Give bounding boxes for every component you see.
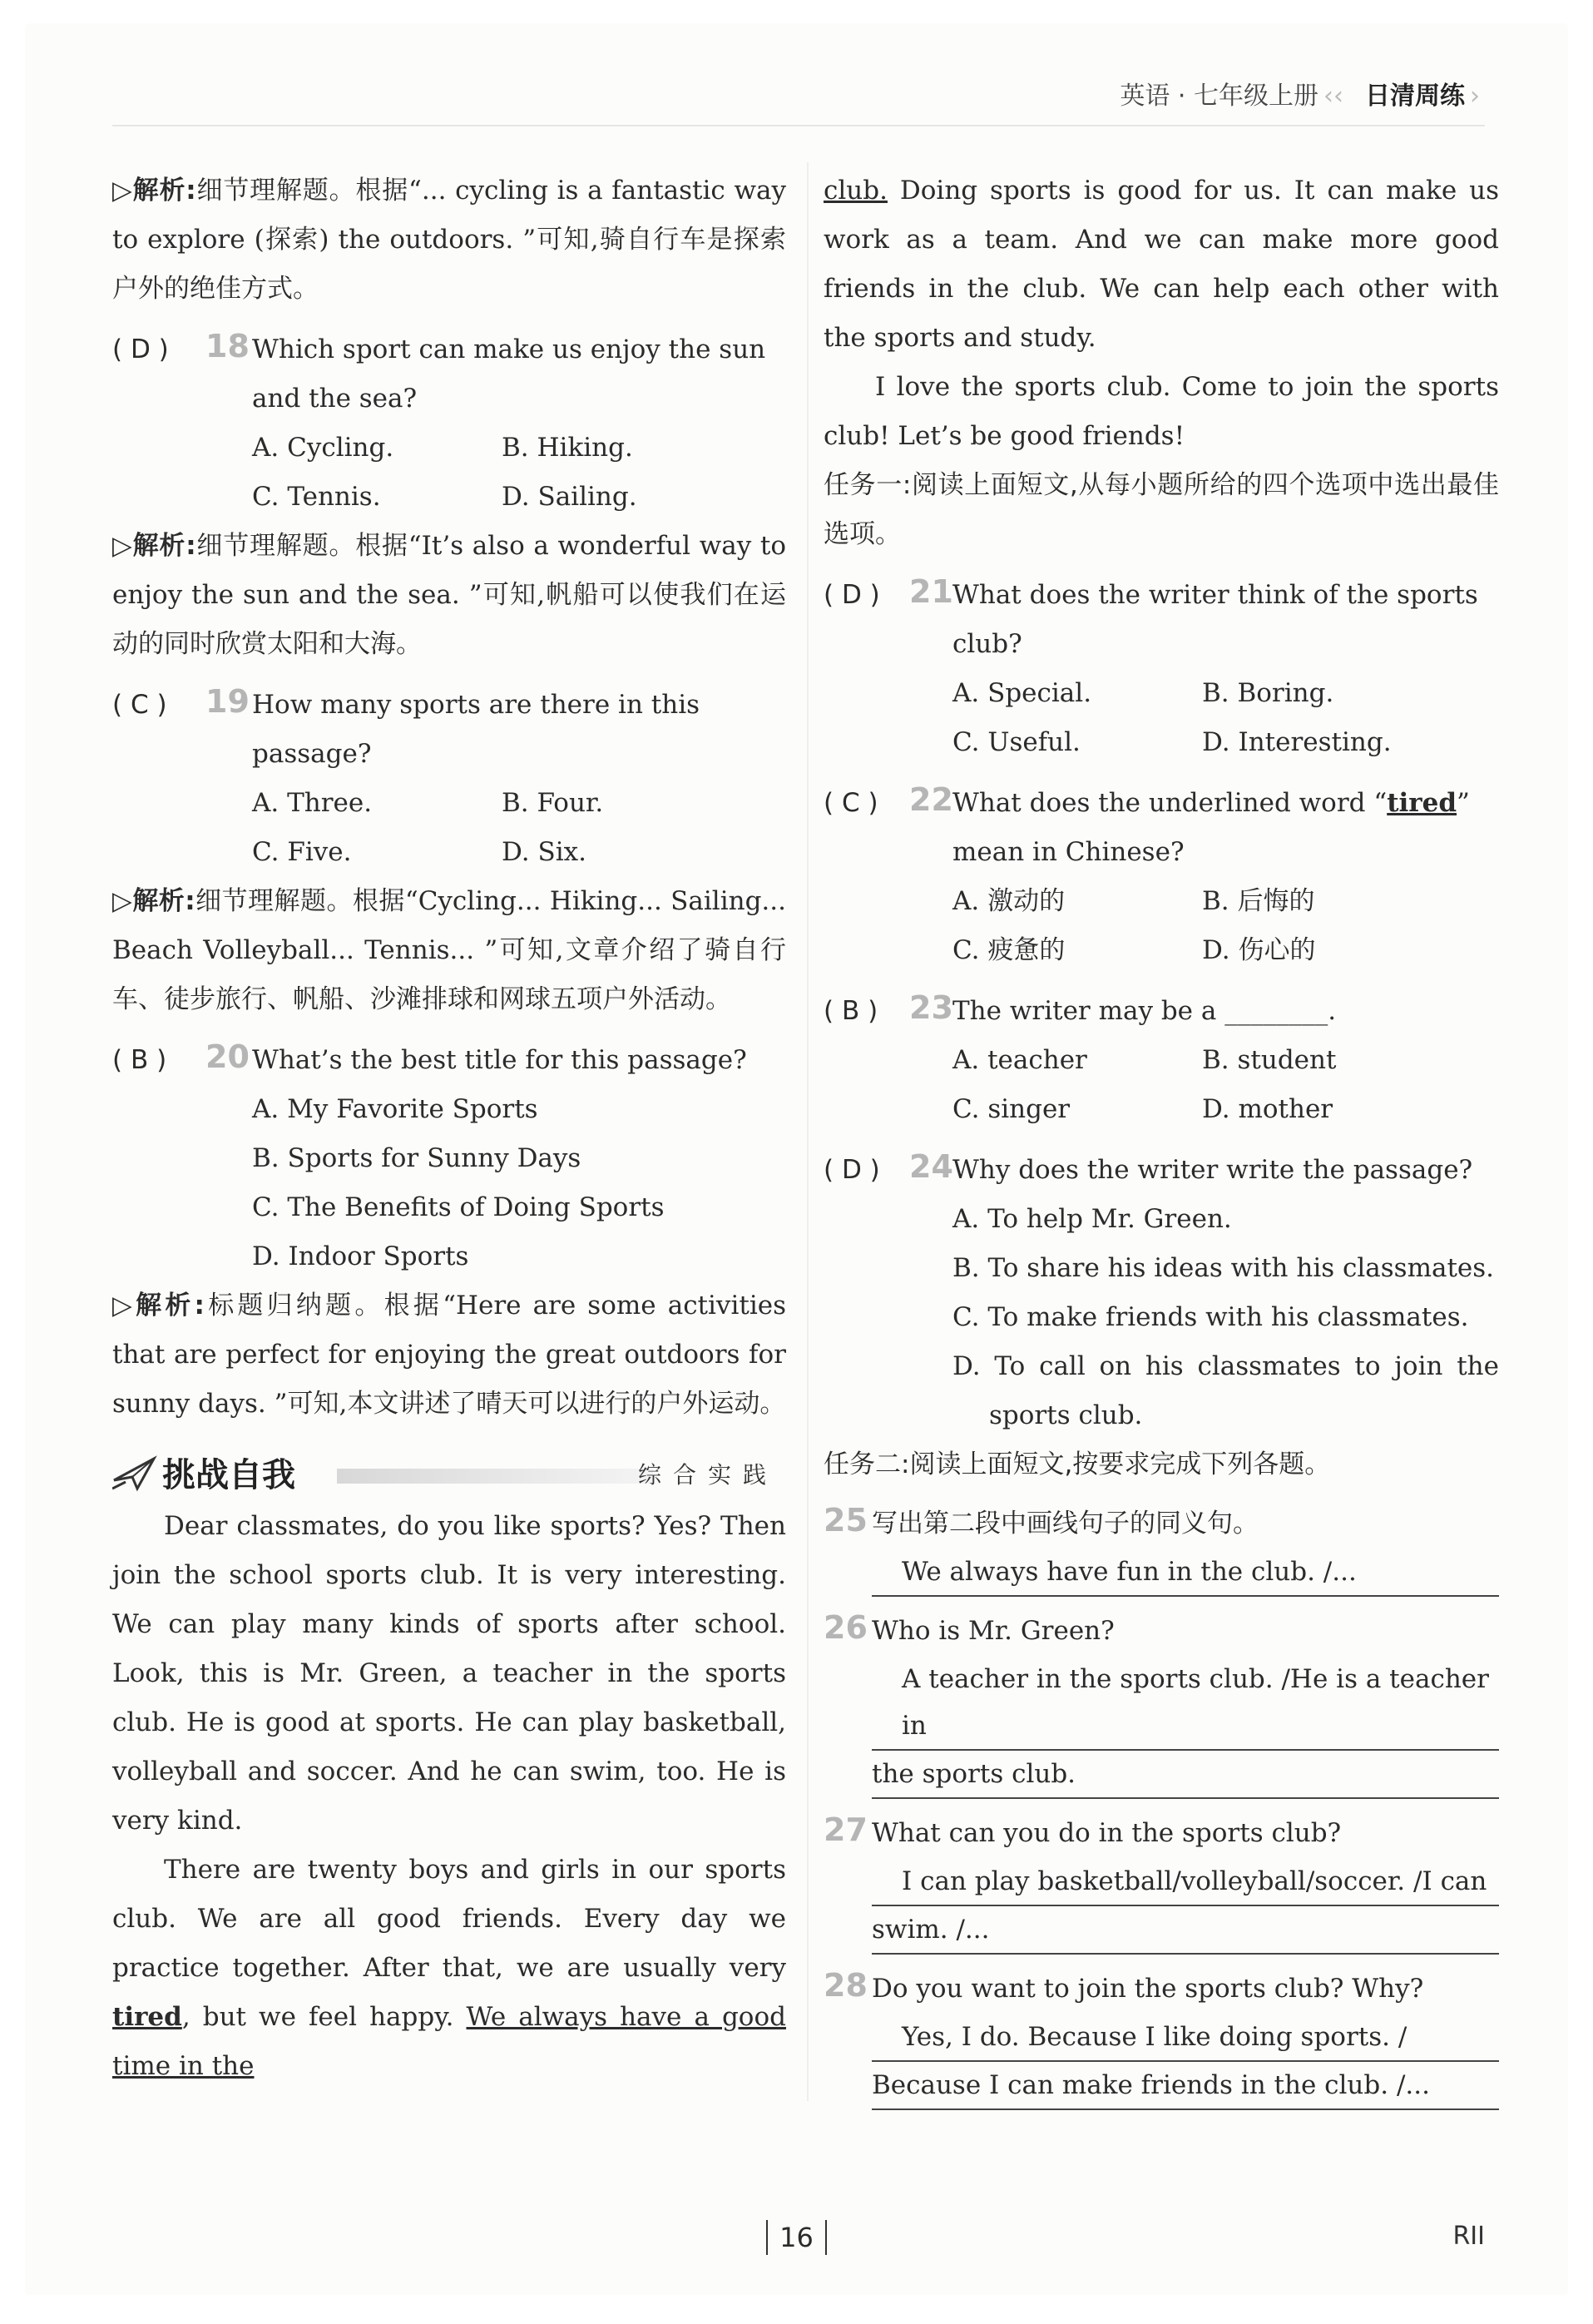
question-number: 18 (205, 328, 250, 364)
answer-bracket: ( C ) (824, 788, 878, 818)
option-a: A. Cycling. (252, 433, 394, 463)
option-a: A. Three. (252, 788, 373, 818)
question-18 (112, 325, 786, 424)
header-divider (112, 125, 1485, 126)
task-1-instruction: 任务一:阅读上面短文,从每小题所给的四个选项中选出最佳选项。 (824, 470, 1499, 549)
watermark (299, 1980, 732, 2105)
question-number: 28 (824, 1967, 868, 2004)
option-c: C. To make friends with his classmates. (952, 1302, 1469, 1332)
option-b: B. Hiking. (502, 433, 633, 463)
answer-line: the sports club. (872, 1751, 1499, 1799)
option-c: C. 疲惫的 (952, 935, 1066, 965)
running-header (1120, 75, 1485, 111)
options-23 (824, 1036, 1499, 1134)
analysis-text: 细节理解题。根据“... cycling is a fantastic way to explore (探索) the outdoors. ”可知,骑自行车是探索户外的绝佳方式。 (112, 176, 786, 304)
analysis-text: 细节理解题。根据“It’s also a wonderful way to enjoy the sun and the sea. ”可知,帆船可以使我们在运动的同时欣赏太阳和大海。 (112, 531, 786, 659)
question-25 (824, 1499, 1499, 1549)
answer-line: Yes, I do. Because I like doing sports. / (872, 2014, 1499, 2062)
chevron-icon: ‹‹ (1323, 82, 1343, 111)
question-26 (824, 1607, 1499, 1656)
question-stem: What can you do in the sports club? (872, 1818, 1342, 1848)
options-18 (112, 424, 786, 522)
question-number: 27 (824, 1811, 868, 1848)
option-b: B. Sports for Sunny Days (252, 1143, 581, 1173)
option-c: C. Tennis. (252, 482, 381, 512)
option-d: D. To call on his classmates to join the sports club. (952, 1351, 1499, 1430)
question-stem: ” mean in Chinese? (952, 788, 1470, 867)
page-footer (0, 2220, 1593, 2255)
question-number: 25 (824, 1502, 868, 1539)
analysis-20 (112, 1281, 786, 1429)
answer-bracket: ( C ) (112, 690, 167, 720)
question-stem: 写出第二段中画线句子的同义句。 (872, 1509, 1259, 1539)
page-number: 16 (766, 2220, 827, 2255)
answer-bracket: ( D ) (824, 1155, 880, 1185)
question-stem: How many sports are there in this passage? (252, 690, 700, 769)
question-stem: What does the underlined word “ (952, 788, 1388, 818)
section-title: 挑战自我 (162, 1456, 295, 1494)
question-27 (824, 1809, 1499, 1858)
question-stem: Who is Mr. Green? (872, 1616, 1115, 1646)
question-number: 22 (909, 781, 953, 818)
underlined-sentence: club. (824, 176, 888, 206)
answer-line: swim. /... (872, 1906, 1499, 1955)
answer-bracket: ( B ) (824, 996, 878, 1026)
passage-paragraph-3: I love the sports club. Come to join the sports club! Let’s be good friends! (824, 372, 1499, 451)
question-stem: The writer may be a ________. (952, 996, 1337, 1026)
analysis-18 (112, 522, 786, 669)
column-divider (807, 162, 809, 2101)
option-b: B. 后悔的 (1202, 886, 1315, 916)
footer-code: RII (1452, 2222, 1485, 2251)
analysis-text: 细节理解题。根据“Cycling... Hiking... Sailing... Beach Volleyball... Tennis... ”可知,文章介绍了骑自行车、徒步旅行、帆船、沙滩排球和网球五项户外活动。 (112, 886, 786, 1014)
options-24 (824, 1195, 1499, 1440)
left-column (112, 166, 786, 2091)
option-c: C. The Benefits of Doing Sports (252, 1192, 665, 1222)
answer-bracket: ( D ) (112, 334, 169, 364)
paragraph-text: There are twenty boys and girls in our sports club. We are all good friends. Every day we practice together. After that, we are usually very (112, 1855, 786, 1983)
answer-line: We always have fun in the club. /... (872, 1549, 1499, 1597)
section-tag: 综合实践 (637, 1461, 778, 1489)
analysis-text: 标题归纳题。根据“Here are some activities that are perfect for enjoying the great outdoors for sunny days. ”可知,本文讲述了晴天可以进行的户外运动。 (112, 1291, 786, 1419)
option-c: C. Useful. (952, 727, 1081, 757)
option-a: A. Special. (952, 678, 1092, 708)
underlined-word: tired (112, 2002, 182, 2032)
question-stem: Do you want to join the sports club? Why? (872, 1974, 1424, 2004)
passage-paragraph-1: Dear classmates, do you like sports? Yes? Then join the school sports club. It is very interesting. We can play many kinds of sports after school. Look, this is Mr. Green, a teacher in the sports club. He is good at sports. He can play basketball, volleyball and soccer. And he can swim, too. He is very kind. (112, 1511, 786, 1836)
options-22 (824, 877, 1499, 975)
header-subject: 英语 · 七年级上册 (1120, 82, 1318, 111)
option-a: A. To help Mr. Green. (952, 1204, 1232, 1234)
paragraph-text: , but we feel happy. (181, 2002, 467, 2032)
question-number: 24 (909, 1148, 953, 1185)
question-22 (824, 779, 1499, 877)
option-b: B. Four. (502, 788, 604, 818)
right-column (824, 166, 1499, 2110)
question-number: 20 (205, 1038, 250, 1075)
triangle-icon: ▷ (112, 1291, 136, 1321)
analysis-17 (112, 166, 786, 314)
question-23 (824, 987, 1499, 1036)
options-20 (112, 1085, 786, 1281)
answer-line: A teacher in the sports club. /He is a teacher in (872, 1656, 1499, 1751)
option-d: D. Interesting. (1202, 727, 1392, 757)
analysis-label: 解析: (132, 176, 196, 206)
question-stem: Which sport can make us enjoy the sun and the sea? (252, 334, 766, 414)
question-24 (824, 1146, 1499, 1195)
question-stem: What’s the best title for this passage? (252, 1045, 747, 1075)
option-d: D. Indoor Sports (252, 1241, 469, 1271)
option-d: D. Sailing. (502, 482, 637, 512)
section-header (112, 1444, 786, 1502)
section-bar (337, 1469, 653, 1484)
question-stem: Why does the writer write the passage? (952, 1155, 1473, 1185)
triangle-icon: ▷ (112, 886, 133, 916)
triangle-icon: ▷ (112, 176, 133, 206)
analysis-19 (112, 877, 786, 1024)
question-number: 19 (205, 683, 250, 720)
option-b: B. To share his ideas with his classmates. (952, 1253, 1495, 1283)
options-19 (112, 779, 786, 877)
answer-bracket: ( D ) (824, 580, 880, 610)
analysis-label: 解析: (136, 1291, 205, 1321)
analysis-label: 解析: (132, 886, 195, 916)
underlined-sentence: We always have a good time in the (112, 2002, 786, 2081)
analysis-label: 解析: (132, 531, 196, 561)
option-b: B. student (1202, 1045, 1337, 1075)
option-d: D. Six. (502, 837, 586, 867)
question-19 (112, 681, 786, 779)
question-number: 26 (824, 1609, 868, 1646)
underlined-word: tired (1387, 788, 1457, 818)
option-b: B. Boring. (1202, 678, 1334, 708)
answer-bracket: ( B ) (112, 1045, 167, 1075)
option-a: A. 激动的 (952, 886, 1066, 916)
answer-line: I can play basketball/volleyball/soccer. /I can (872, 1858, 1499, 1906)
question-number: 23 (909, 989, 953, 1026)
answer-line: Because I can make friends in the club. /... (872, 2062, 1499, 2110)
watermark (275, 1556, 674, 1681)
task-2-instruction: 任务二:阅读上面短文,按要求完成下列各题。 (824, 1449, 1331, 1479)
option-c: C. Five. (252, 837, 352, 867)
option-a: A. My Favorite Sports (252, 1094, 538, 1124)
chevron-icon: › (1470, 82, 1480, 111)
paper-plane-icon (112, 1452, 157, 1494)
option-c: C. singer (952, 1094, 1071, 1124)
header-series: 日清周练 (1365, 82, 1465, 111)
option-d: D. mother (1202, 1094, 1333, 1124)
question-21 (824, 571, 1499, 669)
passage-paragraph-2-cont (824, 166, 1499, 363)
paragraph-text: Doing sports is good for us. It can make us work as a team. And we can make more good friends in the club. We can help each other with the sports and study. (824, 176, 1499, 353)
question-stem: What does the writer think of the sports club? (952, 580, 1478, 659)
question-number: 21 (909, 573, 953, 610)
option-a: A. teacher (952, 1045, 1087, 1075)
options-21 (824, 669, 1499, 767)
option-d: D. 伤心的 (1202, 935, 1316, 965)
triangle-icon: ▷ (112, 531, 133, 561)
question-28 (824, 1965, 1499, 2014)
question-20 (112, 1036, 786, 1085)
